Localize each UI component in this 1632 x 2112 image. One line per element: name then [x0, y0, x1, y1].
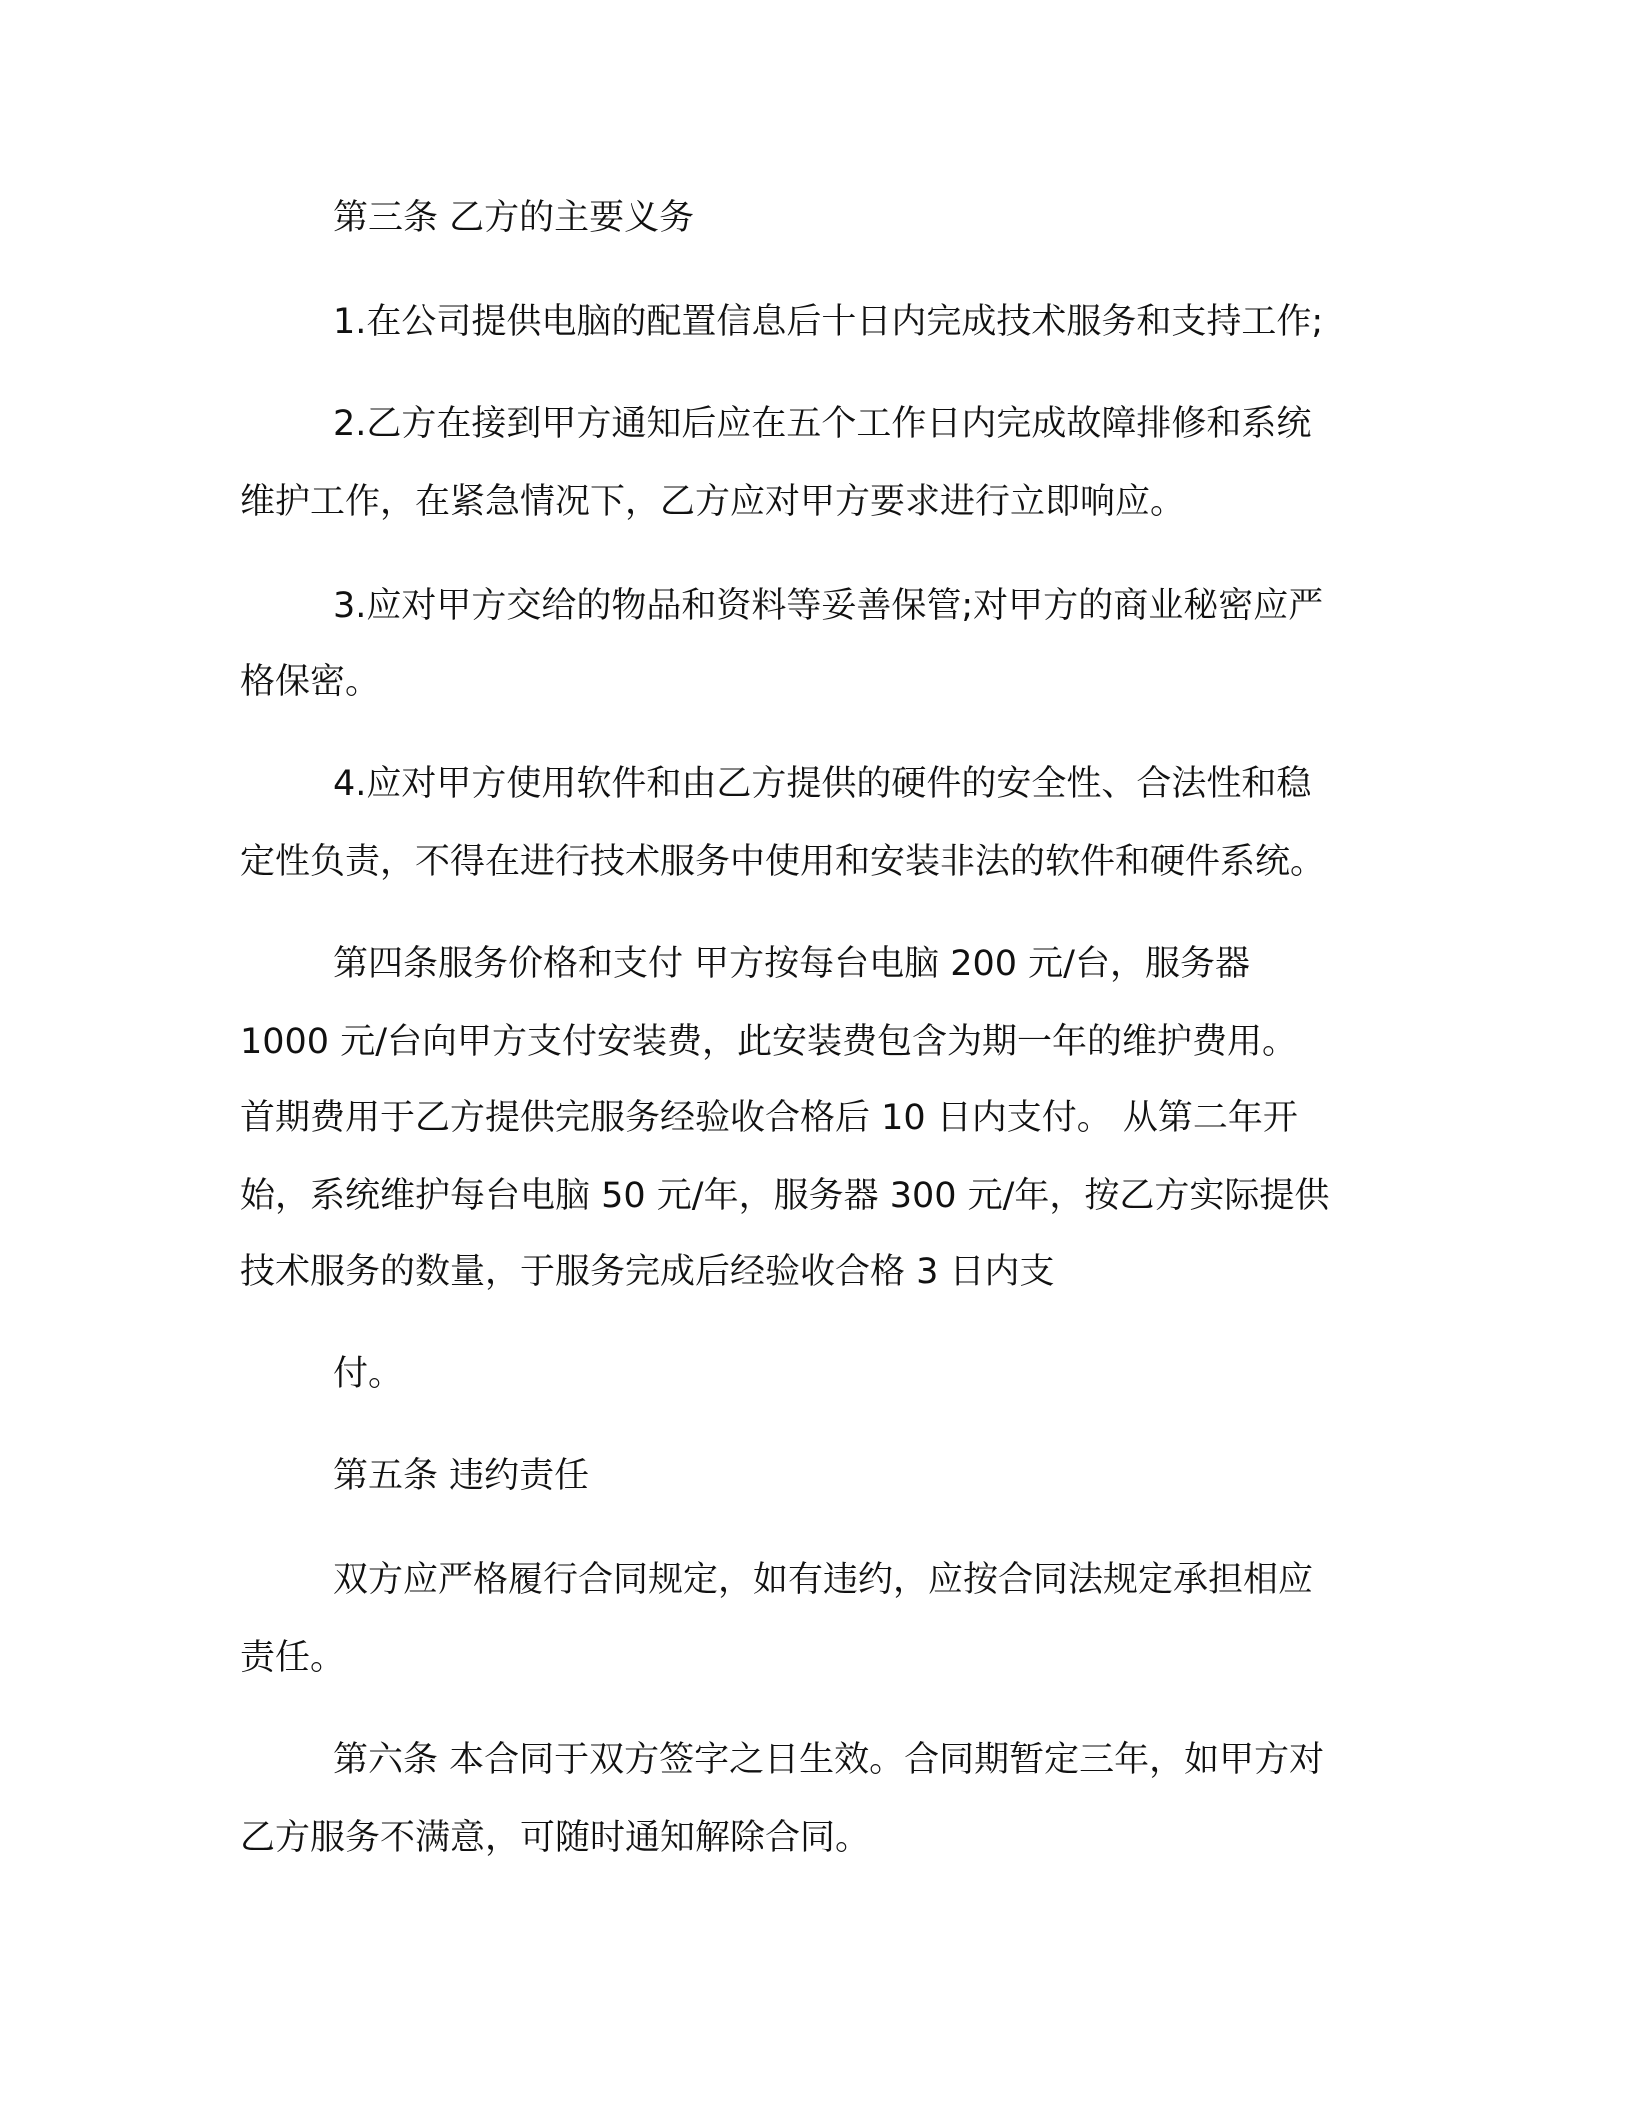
article5-heading: 第五条 违约责任 — [333, 1456, 590, 1496]
article3-item4-line1: 4.应对甲方使用软件和由乙方提供的硬件的安全性、合法性和稳 — [333, 764, 1312, 804]
article3-item2-line1: 2.乙方在接到甲方通知后应在五个工作日内完成故障排修和系统 — [333, 404, 1312, 444]
article4-line5: 技术服务的数量，于服务完成后经验收合格 3 日内支 — [240, 1252, 1055, 1292]
article3-item2-line2: 维护工作，在紧急情况下，乙方应对甲方要求进行立即响应。 — [240, 482, 1186, 522]
article4-line3: 首期费用于乙方提供完服务经验收合格后 10 日内支付。 从第二年开 — [240, 1098, 1298, 1138]
article4-line1: 第四条服务价格和支付 甲方按每台电脑 200 元/台，服务器 — [333, 944, 1250, 984]
article6-line1: 第六条 本合同于双方签字之日生效。合同期暂定三年，如甲方对 — [333, 1740, 1325, 1780]
article3-heading: 第三条 乙方的主要义务 — [333, 198, 695, 238]
article3-item4-line2: 定性负责，不得在进行技术服务中使用和安装非法的软件和硬件系统。 — [240, 842, 1326, 882]
article3-item3-line1: 3.应对甲方交给的物品和资料等妥善保管;对甲方的商业秘密应严 — [333, 586, 1324, 626]
article4-line4: 始，系统维护每台电脑 50 元/年，服务器 300 元/年，按乙方实际提供 — [240, 1176, 1330, 1216]
article3-item1: 1.在公司提供电脑的配置信息后十日内完成技术服务和支持工作; — [333, 302, 1324, 342]
article5-body-line2: 责任。 — [240, 1638, 346, 1678]
article4-line6: 付。 — [333, 1354, 404, 1394]
article3-item3-line2: 格保密。 — [240, 662, 381, 702]
article5-body-line1: 双方应严格履行合同规定，如有违约，应按合同法规定承担相应 — [333, 1560, 1314, 1600]
article6-line2: 乙方服务不满意，可随时通知解除合同。 — [240, 1818, 871, 1858]
article4-line2: 1000 元/台向甲方支付安装费，此安装费包含为期一年的维护费用。 — [240, 1022, 1297, 1062]
